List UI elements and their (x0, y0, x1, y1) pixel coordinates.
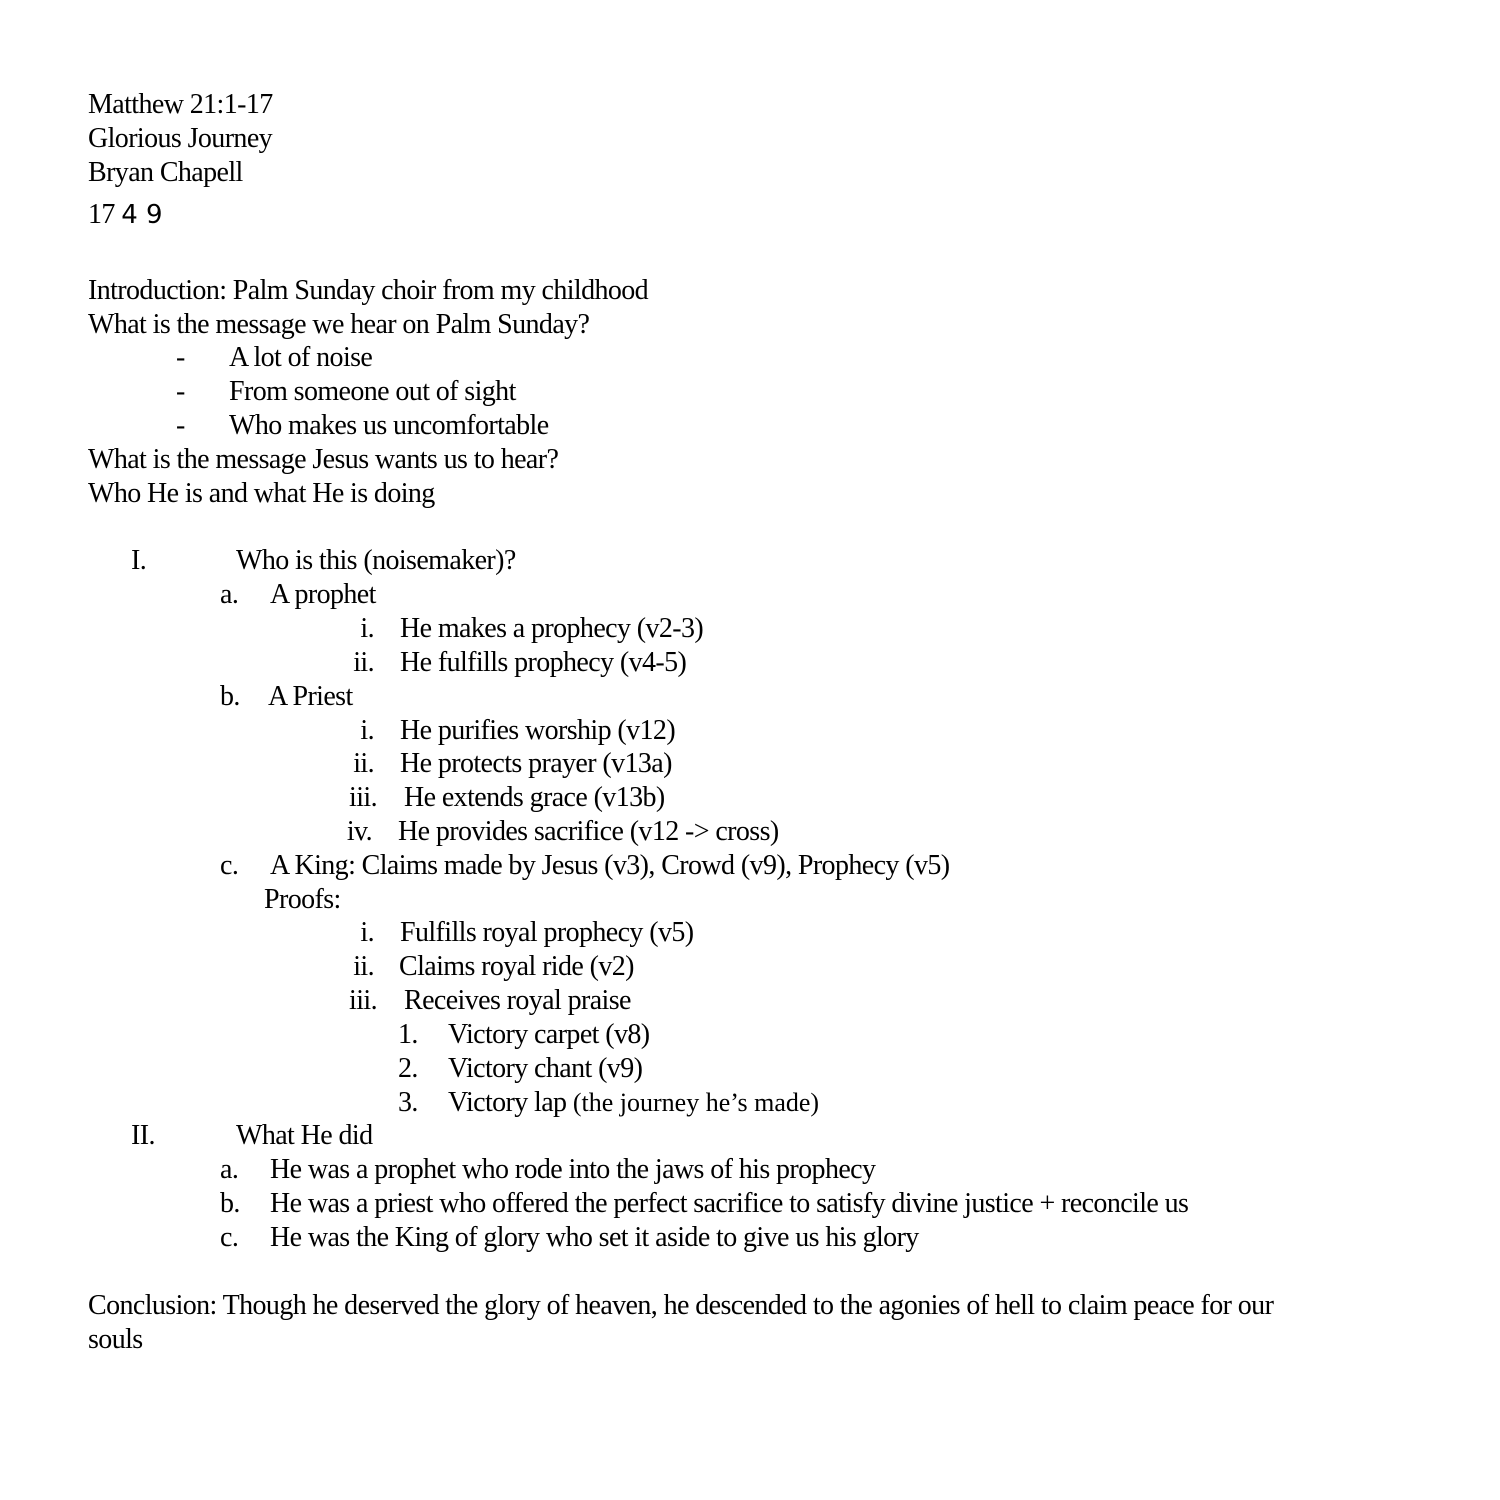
roman-item-mark (330, 984, 377, 1018)
scripture-reference: Matthew 21:1-17 (88, 89, 273, 120)
roman-item-mark (330, 747, 374, 781)
code-prefix: 17 (88, 199, 115, 230)
section-numeral: II. (131, 1120, 155, 1151)
roman-item-text: He protects prayer (v13a) (400, 748, 672, 779)
section-heading: Who is this (noisemaker)? (236, 545, 516, 576)
subpoint-mark: a. (220, 579, 239, 610)
roman-item-mark (330, 916, 374, 950)
subpoint-text: He was a prophet who rode into the jaws of his prophecy (270, 1154, 876, 1185)
roman-numeral: ii. (353, 748, 374, 779)
numbered-item-mark: 3. (398, 1087, 418, 1118)
sermon-title: Glorious Journey (88, 123, 273, 154)
numbered-item-text: Victory carpet (v8) (448, 1019, 650, 1050)
subpoint-mark: b. (220, 681, 240, 712)
roman-item-mark (330, 646, 374, 680)
roman-item-text: Fulfills royal prophecy (v5) (400, 917, 694, 948)
roman-numeral: i. (360, 613, 374, 644)
intro-bullet-text: A lot of noise (229, 342, 373, 373)
roman-item-mark (330, 815, 372, 849)
subpoint-text: A Priest (268, 681, 353, 712)
roman-item-mark (330, 781, 377, 815)
code-rest: 4 9 (121, 200, 163, 230)
roman-item-mark (330, 714, 374, 748)
subpoint-mark: c. (220, 850, 239, 881)
roman-item-mark (330, 950, 374, 984)
subpoint-mark: a. (220, 1154, 239, 1185)
numbered-item-mark: 1. (398, 1019, 418, 1050)
intro-question: What is the message we hear on Palm Sunday? (88, 309, 590, 340)
roman-numeral: ii. (353, 951, 374, 982)
author-name: Bryan Chapell (88, 157, 243, 188)
numbered-item-text (448, 1086, 819, 1120)
roman-numeral: iii. (349, 985, 377, 1016)
intro-bullet-mark: - (176, 342, 185, 373)
roman-item-text: He fulfills prophecy (v4-5) (400, 647, 687, 678)
roman-numeral: ii. (353, 647, 374, 678)
intro-bullet-mark: - (176, 376, 185, 407)
intro-question: What is the message Jesus wants us to hear? (88, 444, 559, 475)
roman-item-text: He extends grace (v13b) (404, 782, 665, 813)
roman-numeral: i. (360, 715, 374, 746)
numbered-item-text: Victory chant (v9) (448, 1053, 643, 1084)
document-code (88, 198, 163, 232)
proofs-label: Proofs: (264, 884, 341, 915)
subpoint-text: He was the King of glory who set it aside to give us his glory (270, 1222, 919, 1253)
roman-numeral: iv. (346, 816, 372, 847)
subpoint-text: He was a priest who offered the perfect sacrifice to satisfy divine justice + reconcile us (270, 1188, 1189, 1219)
roman-numeral: iii. (349, 782, 377, 813)
roman-item-mark (330, 612, 374, 646)
numbered-item-mark: 2. (398, 1053, 418, 1084)
numbered-item-note: (the journey he’s made) (572, 1088, 820, 1117)
intro-line: Introduction: Palm Sunday choir from my childhood (88, 275, 649, 306)
roman-item-text: He provides sacrifice (v12 -> cross) (398, 816, 779, 847)
roman-numeral: i. (360, 917, 374, 948)
intro-bullet-mark: - (176, 410, 185, 441)
intro-bullet-text: From someone out of sight (229, 376, 516, 407)
conclusion-text-continued: souls (88, 1324, 143, 1355)
subpoint-mark: c. (220, 1222, 239, 1253)
conclusion-text: Conclusion: Though he deserved the glory of heaven, he descended to the agonies of hell to claim peace for our (88, 1290, 1274, 1321)
intro-answer: Who He is and what He is doing (88, 478, 435, 509)
roman-item-text: He purifies worship (v12) (400, 715, 676, 746)
section-heading: What He did (236, 1120, 373, 1151)
roman-item-text: Receives royal praise (404, 985, 631, 1016)
intro-bullet-text: Who makes us uncomfortable (229, 410, 549, 441)
numbered-item-main: Victory lap (448, 1087, 567, 1118)
roman-item-text: Claims royal ride (v2) (399, 951, 634, 982)
roman-item-text: He makes a prophecy (v2-3) (400, 613, 704, 644)
subpoint-text: A King: Claims made by Jesus (v3), Crowd (v9), Prophecy (v5) (270, 850, 950, 881)
section-numeral: I. (131, 545, 147, 576)
subpoint-text: A prophet (270, 579, 376, 610)
subpoint-mark: b. (220, 1188, 240, 1219)
